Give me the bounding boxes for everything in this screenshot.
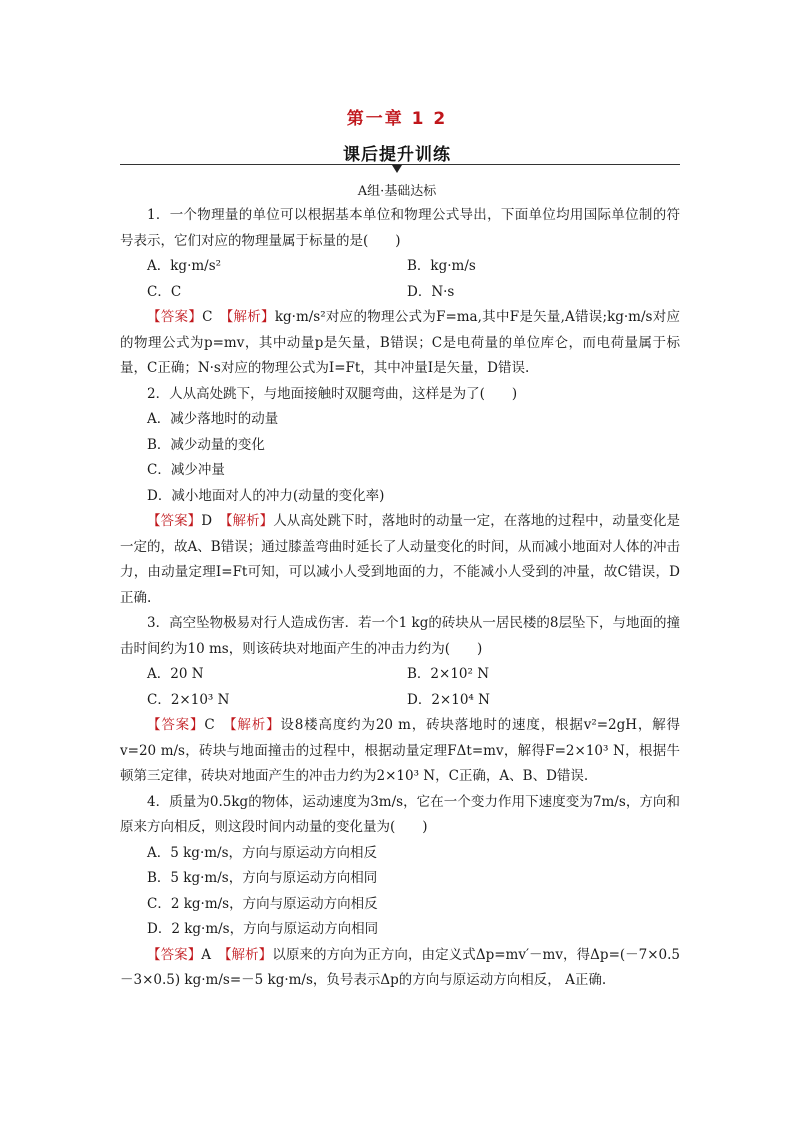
chapter-title: 第一章 1 2 bbox=[346, 109, 448, 129]
question-stem: 1．一个物理量的单位可以根据基本单位和物理公式导出，下面单位均用国际单位制的符号表示，它们对应的物理量属于标量的是( ) bbox=[120, 207, 680, 249]
question-2 bbox=[120, 382, 680, 612]
option-d: D．减小地面对人的冲力(动量的变化率) bbox=[147, 487, 385, 504]
analysis-text: 以原来的方向为正方向，由定义式Δp=mv′－mv，得Δp=(－7×0.5－3×0.5) kg·m/s=－5 kg·m/s，负号表示Δp的方向与原运动方向相反， A正确. bbox=[120, 946, 681, 988]
option-b: B．kg·m/s bbox=[407, 258, 476, 274]
analysis-tag: 【解析】 bbox=[226, 309, 275, 325]
analysis-text: 设8楼高度约为20 m，砖块落地时的速度，根据v²=2gH，解得v=20 m/s，砖块与地面撞击的过程中，根据动量定理FΔt=mv，解得F=2×10³ N，根据牛顿第三定律，砖块对地面产生的冲击力约为2×10³ N，C正确，A、B、D错误. bbox=[120, 717, 681, 784]
option-c: C．2×10³ N bbox=[147, 691, 230, 708]
answer-value: C bbox=[202, 309, 213, 325]
answer-value: A bbox=[201, 946, 212, 963]
answer-tag: 【答案】 bbox=[147, 946, 202, 963]
question-stem: 4．质量为0.5kg的物体，运动速度为3m/s，它在一个变力作用下速度变为7m/s，方向和原来方向相反，则这段时间内动量的变化量为( ) bbox=[120, 793, 680, 835]
analysis-text: kg·m/s²对应的物理公式为F=ma,其中F是矢量,A错误;kg·m/s对应的物理公式为p=mv，其中动量p是矢量，B错误；C是电荷量的单位库仑，而电荷量属于标量，C正确；N·s对应的物理公式为I=Ft，其中冲量I是矢量，D错误. bbox=[120, 309, 681, 376]
answer-value: C bbox=[204, 717, 215, 733]
question-1 bbox=[120, 203, 680, 382]
group-heading: A组·基础达标 bbox=[357, 184, 437, 199]
question-list bbox=[120, 203, 680, 994]
answer-tag: 【答案】 bbox=[147, 717, 205, 733]
option-row bbox=[147, 254, 680, 280]
analysis-text: 人从高处跳下时，落地时的动量一定，在落地的过程中，动量变化是一定的，故A、B错误；通过膝盖弯曲时延长了人动量变化的时间，从而减小地面对人体的冲击力，由动量定理I=Ft可知，可以减小人受到地面的力，不能减小人受到的冲量，故C错误，D正确. bbox=[120, 513, 681, 606]
option-row bbox=[147, 662, 680, 688]
question-stem: 2．人从高处跳下，与地面接触时双腿弯曲，这样是为了( ) bbox=[147, 385, 518, 402]
option-c: C．C bbox=[147, 283, 182, 300]
answer-tag: 【答案】 bbox=[147, 513, 202, 529]
option-a: A．减少落地时的动量 bbox=[147, 411, 279, 427]
triangle-marker-icon bbox=[392, 165, 402, 173]
option-row bbox=[147, 280, 680, 306]
option-b: B．减少动量的变化 bbox=[147, 436, 265, 453]
analysis-tag: 【解析】 bbox=[229, 717, 281, 733]
answer-block bbox=[120, 305, 680, 382]
section-subtitle: 课后提升训练 bbox=[343, 145, 451, 165]
analysis-tag: 【解析】 bbox=[224, 946, 273, 963]
option-row bbox=[147, 688, 680, 714]
option-b: B．2×10² N bbox=[407, 666, 490, 682]
option-d: D．2×10⁴ N bbox=[407, 691, 490, 708]
answer-block bbox=[120, 713, 680, 790]
answer-block bbox=[120, 943, 680, 994]
answer-value: D bbox=[201, 513, 213, 529]
option-a: A．5 kg·m/s，方向与原运动方向相反 bbox=[147, 844, 378, 861]
option-b: B．5 kg·m/s，方向与原运动方向相同 bbox=[147, 870, 378, 886]
answer-block bbox=[120, 509, 680, 611]
analysis-tag: 【解析】 bbox=[225, 513, 274, 529]
option-a: A．20 N bbox=[147, 666, 204, 682]
answer-tag: 【答案】 bbox=[147, 309, 203, 325]
option-a: A．kg·m/s² bbox=[147, 258, 222, 274]
option-d: D．N·s bbox=[407, 283, 455, 300]
option-d: D．2 kg·m/s，方向与原运动方向相同 bbox=[147, 921, 379, 937]
question-4 bbox=[120, 790, 680, 994]
option-c: C．减少冲量 bbox=[147, 462, 225, 478]
question-3 bbox=[120, 611, 680, 790]
option-c: C．2 kg·m/s，方向与原运动方向相反 bbox=[147, 895, 378, 912]
question-stem: 3．高空坠物极易对行人造成伤害．若一个1 kg的砖块从一居民楼的8层坠下，与地面的撞击时间约为10 ms，则该砖块对地面产生的冲击力约为( ) bbox=[120, 615, 680, 657]
